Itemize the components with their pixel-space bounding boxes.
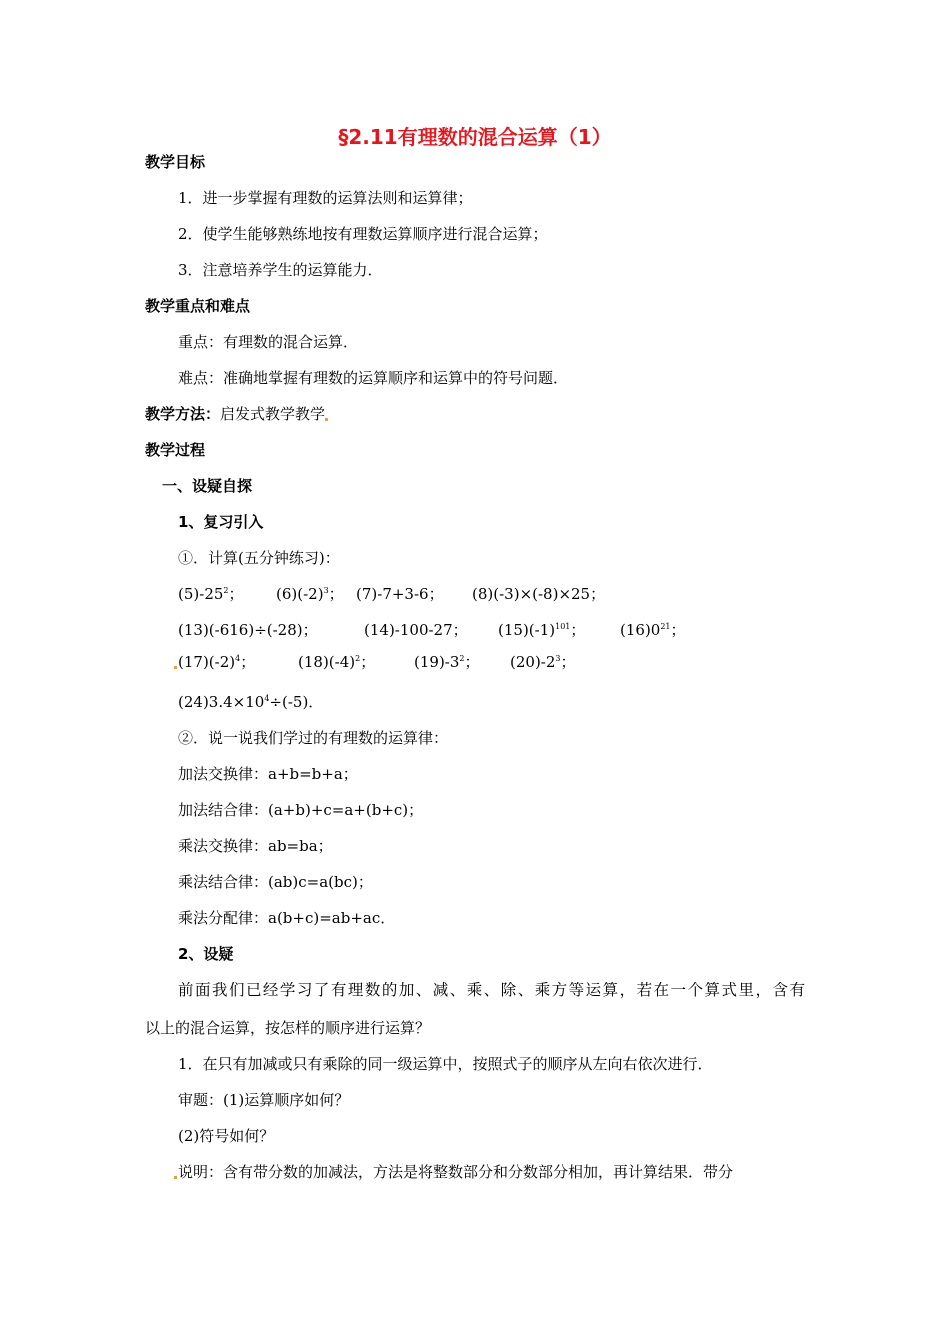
goal-item-2: 2．使学生能够熟练地按有理数运算顺序进行混合运算； — [178, 225, 548, 243]
exercise-7: (7)-7+3-6； — [356, 585, 444, 603]
exercise-24: $(24)3.4\times 10^4\div(-5)$． — [178, 693, 324, 711]
process-heading: 教学过程 — [145, 441, 206, 459]
sub2-heading: 2、设疑 — [178, 945, 234, 963]
key-heading: 教学重点和难点 — [145, 297, 251, 315]
law-2: 加法结合律：(a+b)+c=a+(b+c)； — [178, 801, 424, 819]
rule-1: 1．在只有加减或只有乘除的同一级运算中，按照式子的顺序从左向右依次进行． — [178, 1055, 713, 1073]
exercise-8: (8)(-3)×(-8)×25； — [472, 585, 606, 603]
goal-item-3: 3．注意培养学生的运算能力． — [178, 261, 383, 279]
goal-item-1: 1．进一步掌握有理数的运算法则和运算律； — [178, 189, 473, 207]
note-line — [174, 1162, 733, 1182]
exercise-16: $(16)0^{21}$； — [620, 621, 686, 639]
key-focus: 重点：有理数的混合运算． — [178, 333, 359, 351]
calc-heading: ①．计算(五分钟练习)： — [178, 549, 340, 567]
law-3: 乘法交换律：ab=ba； — [178, 837, 333, 855]
review-2: (2)符号如何？ — [178, 1127, 275, 1145]
method-value: 启发式教学教学 — [220, 405, 326, 423]
paragraph-line-2: 以上的混合运算，按怎样的顺序进行运算？ — [145, 1019, 431, 1037]
exercise-13: (13)(-616)÷(-28)； — [178, 621, 318, 639]
exercise-5: $(5)-25^2$； — [178, 585, 244, 603]
law-5: 乘法分配律：a(b+c)=ab+ac． — [178, 909, 396, 927]
note-text: 说明：含有带分数的加减法，方法是将整数部分和分数部分相加，再计算结果．带分 — [178, 1163, 734, 1181]
exercise-20: $(20)-2^3$； — [510, 653, 576, 671]
sub1-heading: 1、复习引入 — [178, 513, 264, 531]
law-1: 加法交换律：a+b=b+a； — [178, 765, 358, 783]
exercise-15: $(15)(-1)^{101}$； — [498, 621, 586, 639]
part1-heading: 一、设疑自探 — [162, 477, 253, 495]
edit-mark-icon — [174, 666, 177, 669]
laws-heading: ②．说一说我们学过的有理数的运算律： — [178, 729, 449, 747]
goals-heading: 教学目标 — [145, 153, 206, 171]
key-difficulty: 难点：准确地掌握有理数的运算顺序和运算中的符号问题． — [178, 369, 569, 387]
page-title: §2.11有理数的混合运算（1） — [338, 125, 612, 149]
paragraph-line-1: 前面我们已经学习了有理数的加、减、乘、除、乘方等运算，若在一个算式里，含有 — [178, 981, 805, 999]
method-label: 教学方法： — [145, 405, 221, 423]
review-1: 审题：(1)运算顺序如何？ — [178, 1091, 350, 1109]
exercise-19: $(19)-3^2$； — [414, 653, 480, 671]
exercise-17: $(17)(-2)^4$； — [174, 652, 255, 672]
exercise-14: (14)-100-27； — [364, 621, 468, 639]
exercise-18: $(18)(-4)^2$； — [298, 653, 376, 671]
method-line — [145, 404, 329, 424]
law-4: 乘法结合律：(ab)c=a(bc)； — [178, 873, 373, 891]
edit-mark-icon — [174, 1176, 177, 1179]
exercise-6: $(6)(-2)^3$； — [276, 585, 344, 603]
edit-mark-icon — [325, 418, 328, 421]
